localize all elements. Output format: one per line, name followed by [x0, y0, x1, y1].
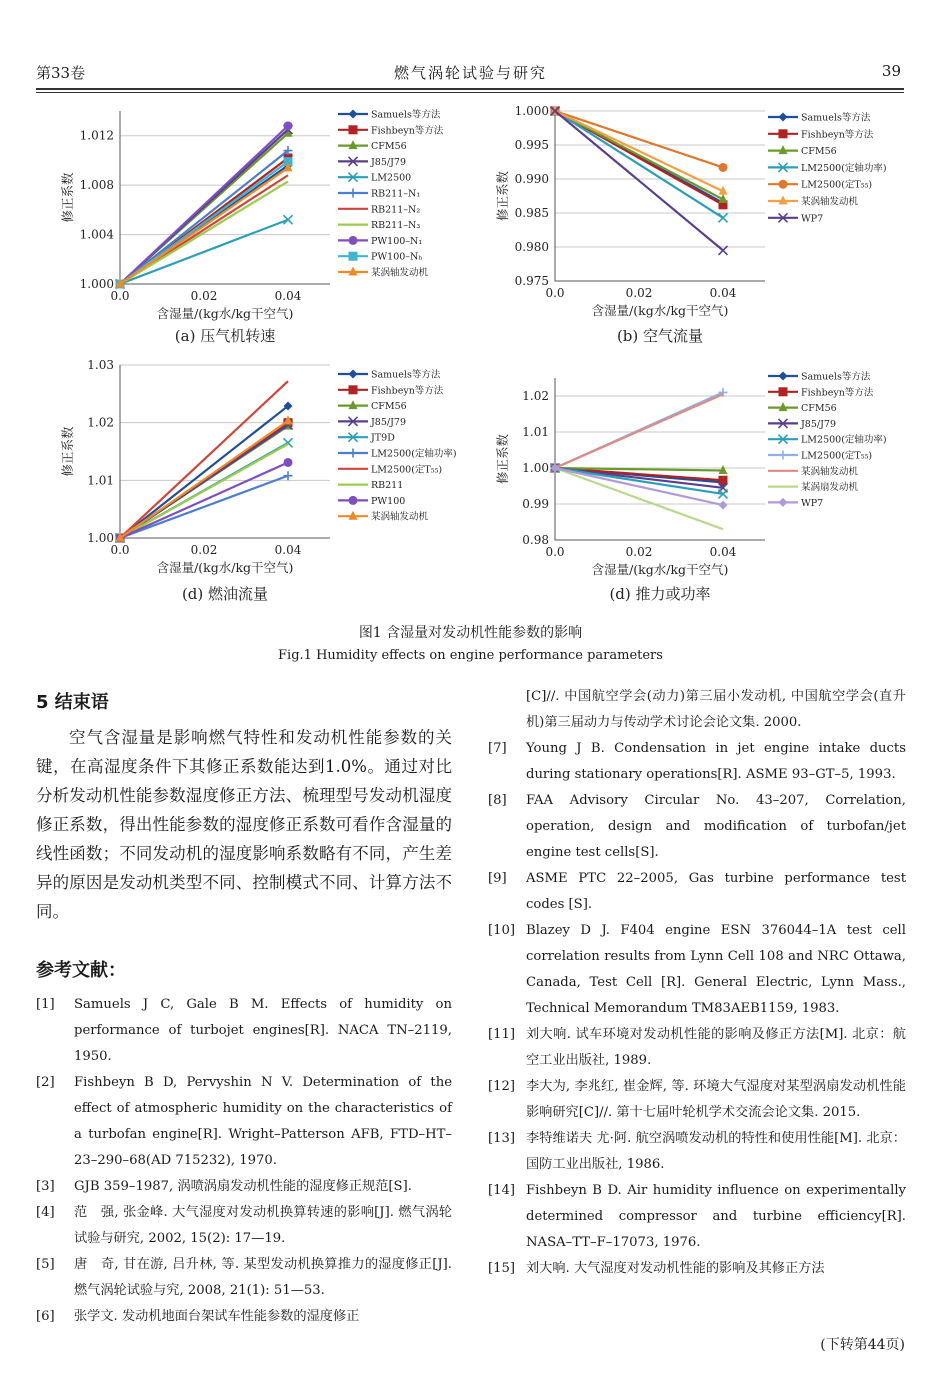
data-point-marker [779, 113, 788, 122]
data-point-marker [779, 129, 788, 138]
series-group [120, 181, 288, 284]
y-tick-label: 1.012 [79, 128, 114, 143]
data-point-marker [349, 385, 358, 394]
legend-label: WP7 [801, 213, 824, 225]
data-point-marker [719, 163, 728, 172]
reference-item [488, 1074, 906, 1126]
series-group [551, 107, 728, 223]
reference-number: [11] [488, 1027, 516, 1042]
journal-volume: 第33卷 [36, 64, 86, 82]
legend-entry [768, 196, 859, 208]
reference-text: 李大为, 李兆红, 崔金辉, 等. 环境大气湿度对某型涡扇发动机性能影响研究[C]//. 第十七届叶轮机学术交流会论文集. 2015. [526, 1079, 906, 1120]
legend-label: J85/J79 [371, 156, 406, 168]
legend-label: LM2500(定轴功率) [371, 448, 457, 460]
reference-item [36, 1200, 452, 1252]
legend-entry [768, 128, 874, 140]
legend-entry [768, 419, 836, 430]
reference-number: [6] [36, 1309, 55, 1324]
data-point-marker [349, 496, 358, 505]
continued-note: (下转第44页) [820, 1337, 905, 1353]
legend-label: Samuels等方法 [801, 112, 871, 124]
x-axis-label: 含湿量/(kg水/kg干空气) [156, 306, 294, 321]
series-line [120, 181, 288, 284]
x-tick-label: 0.0 [110, 543, 130, 557]
section-title: 5 结束语 [36, 692, 109, 713]
series-line [120, 476, 288, 538]
legend-entry [768, 481, 859, 493]
legend-entry [338, 463, 442, 475]
x-tick-label: 0.0 [545, 545, 565, 559]
data-point-marker [779, 498, 788, 507]
reference-text: Fishbeyn B D, Pervyshin N V. Determination of the effect of atmospheric humidity on the characteristics of a turbofan engine[R]. Wright–Patterson AFB, FTD–HT–23–290–68(AD 715232), 1970. [74, 1075, 452, 1168]
x-tick-label: 0.04 [709, 545, 737, 559]
reference-item [488, 788, 906, 866]
y-tick-label: 1.00 [522, 461, 549, 475]
legend-label: Fishbeyn等方法 [371, 385, 444, 397]
legend-label: LM2500 [371, 172, 412, 184]
legend-entry [768, 386, 874, 398]
reference-number: [14] [488, 1183, 516, 1198]
legend-label: Fishbeyn等方法 [801, 387, 874, 399]
x-tick-label: 0.02 [190, 289, 218, 303]
data-point-marker [719, 476, 728, 485]
series-group [551, 107, 728, 172]
legend-entry [768, 213, 823, 224]
journal-title: 燃气涡轮试验与研究 [393, 64, 547, 82]
y-tick-label: 1.008 [79, 178, 114, 193]
legend-entry [338, 480, 403, 491]
subfigure-caption: (b) 空气流量 [616, 327, 704, 345]
chart-compressor-speed [0, 95, 470, 357]
x-axis-label: 含湿量/(kg水/kg干空气) [156, 560, 294, 575]
legend-label: LM2500(定轴功率) [801, 434, 887, 446]
legend-entry [768, 371, 871, 383]
data-point-marker [719, 213, 728, 222]
series-group [120, 381, 288, 538]
reference-item [36, 1174, 452, 1200]
legend-label: LM2500(定T₅₅) [801, 450, 873, 462]
x-tick-label: 0.02 [190, 543, 218, 557]
legend-label: PW100–Nₕ [371, 251, 423, 263]
reference-item [36, 1070, 452, 1174]
legend-label: Fishbeyn等方法 [801, 129, 874, 141]
legend-label: J85/J79 [801, 418, 836, 430]
legend-entry [338, 384, 444, 396]
x-axis-label: 含湿量/(kg水/kg干空气) [591, 303, 729, 318]
legend-entry [768, 498, 823, 509]
references-title: 参考文献： [36, 960, 126, 981]
series-group [116, 121, 293, 288]
legend-entry [338, 204, 420, 215]
series-group [555, 394, 723, 468]
reference-number: [1] [36, 997, 55, 1012]
reference-text: Fishbeyn B D. Air humidity influence on experimentally determined compressor and turbine efficiency[R]. NASA–TT–F–17073, 1976. [526, 1183, 906, 1250]
x-tick-label: 0.02 [625, 545, 653, 559]
header-rule [36, 88, 904, 90]
x-tick-label: 0.0 [545, 286, 565, 300]
data-point-marker [719, 501, 728, 510]
y-tick-label: 1.03 [87, 358, 114, 372]
legend-label: JT9D [371, 432, 395, 444]
y-tick-label: 1.01 [522, 425, 549, 439]
legend-label: 某涡轴发动机 [371, 511, 429, 523]
legend-label: WP7 [801, 497, 824, 509]
legend-entry [338, 236, 422, 247]
reference-item [36, 992, 452, 1070]
y-tick-label: 1.02 [522, 389, 549, 403]
legend-label: PW100 [371, 495, 406, 507]
legend-label: 某涡轴发动机 [801, 466, 859, 478]
series-line [120, 462, 288, 538]
reference-text: ASME PTC 22–2005, Gas turbine performance test codes [S]. [526, 871, 906, 912]
reference-number: [9] [488, 871, 507, 886]
series-line [120, 151, 288, 284]
reference-number: [13] [488, 1131, 516, 1146]
legend-entry [338, 369, 441, 381]
legend-label: J85/J79 [371, 416, 406, 428]
legend-entry [768, 162, 887, 174]
legend-label: RB211–N₃ [371, 220, 421, 232]
legend-label: Fishbeyn等方法 [371, 125, 444, 137]
series-group [116, 420, 293, 542]
legend-label: Samuels等方法 [371, 369, 441, 381]
data-point-marker [349, 252, 358, 261]
legend-entry [768, 450, 872, 462]
series-line [555, 394, 723, 468]
legend-entry [338, 267, 429, 279]
y-tick-label: 1.00 [87, 531, 114, 545]
reference-number: [2] [36, 1075, 55, 1090]
page-number: 39 [881, 62, 901, 80]
reference-number: [7] [488, 741, 507, 756]
legend-entry [768, 145, 837, 157]
legend-label: CFM56 [371, 141, 407, 153]
reference-text: Young J B. Condensation in jet engine intake ducts during stationary operations[R]. ASME 93–GT–5, 1993. [526, 741, 906, 782]
series-line [120, 381, 288, 538]
reference-item [488, 1256, 906, 1282]
data-point-marker [284, 215, 293, 224]
reference-item [488, 1022, 906, 1074]
reference-text: FAA Advisory Circular No. 43–207, Correlation, operation, design and modification of turbofan/jet engine test cells[S]. [526, 793, 906, 860]
legend-entry [768, 402, 837, 414]
legend-label: RB211–N₂ [371, 204, 421, 216]
series-line [555, 111, 723, 250]
reference-text: 张学文. 发动机地面台架试车性能参数的湿度修正 [74, 1309, 360, 1324]
y-tick-label: 1.004 [79, 227, 114, 242]
series-line [120, 406, 288, 538]
chart-thrust-power [470, 356, 941, 612]
data-point-marker [349, 236, 358, 245]
legend-label: 某涡轴发动机 [801, 196, 859, 208]
legend-entry [338, 109, 441, 121]
figure-caption-cn: 图1 含湿量对发动机性能参数的影响 [358, 625, 583, 641]
legend-label: CFM56 [371, 401, 407, 413]
y-tick-label: 0.995 [514, 138, 549, 152]
legend-entry [338, 252, 422, 263]
data-point-marker [349, 110, 358, 119]
legend-entry [338, 400, 407, 412]
legend-entry [338, 220, 420, 231]
reference-text: 刘大响. 大气湿度对发动机性能的影响及其修正方法 [526, 1261, 825, 1276]
legend-label: LM2500(定T₅₅) [371, 464, 443, 476]
legend-entry [768, 434, 887, 446]
legend-entry [338, 417, 406, 428]
y-tick-label: 0.985 [514, 206, 549, 220]
legend-entry [338, 124, 444, 136]
reference-text: GJB 359–1987, 涡喷涡扇发动机性能的湿度修正规范[S]. [74, 1179, 412, 1194]
data-point-marker [349, 449, 358, 458]
subfigure-caption: (d) 推力或功率 [609, 585, 711, 603]
legend-entry [338, 157, 406, 168]
reference-item [488, 736, 906, 788]
legend-label: LM2500(定轴功率) [801, 162, 887, 174]
legend-entry [768, 179, 872, 191]
reference-number: [10] [488, 923, 516, 938]
legend-label: Samuels等方法 [801, 371, 871, 383]
data-point-marker [284, 458, 293, 467]
legend-label: 某涡扇发动机 [801, 482, 859, 494]
legend-label: 某涡轴发动机 [371, 267, 429, 279]
x-tick-label: 0.04 [274, 289, 302, 303]
reference-6-continued: [C]//. 中国航空学会(动力)第三届小发动机, 中国航空学会(直升机)第三届动力与传动学术讨论会论文集. 2000. [526, 689, 906, 730]
series-line [120, 126, 288, 284]
reference-number: [3] [36, 1179, 55, 1194]
reference-text: 唐 奇, 甘在游, 吕升林, 等. 某型发动机换算推力的湿度修正[J]. 燃气涡轮试验与究, 2008, 21(1): 51—53. [74, 1257, 452, 1298]
x-axis-label: 含湿量/(kg水/kg干空气) [591, 562, 729, 577]
y-tick-label: 1.01 [87, 473, 114, 488]
legend-entry [338, 448, 457, 460]
y-axis-label: 修正系数 [495, 433, 510, 485]
legend-label: CFM56 [801, 403, 837, 415]
data-point-marker [284, 121, 293, 130]
subfigure-caption: (d) 燃油流量 [181, 585, 269, 603]
x-tick-label: 0.04 [274, 543, 302, 557]
data-point-marker [779, 451, 788, 460]
subfigure-caption: (a) 压气机转速 [174, 327, 276, 345]
y-axis-label: 修正系数 [495, 170, 510, 222]
y-tick-label: 0.98 [522, 533, 549, 547]
x-tick-label: 0.0 [110, 289, 130, 303]
data-point-marker [284, 471, 293, 480]
data-point-marker [349, 370, 358, 379]
legend-label: RB211 [371, 480, 404, 492]
reference-text: 李特维诺夫 尤·阿. 航空涡喷发动机的特性和使用性能[M]. 北京：国防工业出版社, 1986. [526, 1131, 906, 1172]
reference-number: [15] [488, 1261, 516, 1276]
legend-entry [338, 433, 395, 444]
y-tick-label: 0.990 [514, 172, 549, 186]
y-tick-label: 1.02 [87, 415, 114, 430]
chart-fuel-flow [0, 356, 470, 612]
legend-entry [338, 189, 420, 200]
reference-item [488, 866, 906, 918]
y-axis-label: 修正系数 [60, 426, 75, 477]
reference-text: Samuels J C, Gale B M. Effects of humidity on performance of turbojet engines[R]. NACA TN–2119, 1950. [74, 997, 452, 1064]
data-point-marker [779, 180, 788, 189]
legend-entry [338, 140, 407, 152]
reference-number: [8] [488, 793, 507, 808]
x-tick-label: 0.02 [625, 286, 653, 300]
data-point-marker [349, 125, 358, 134]
y-tick-label: 0.980 [514, 240, 549, 254]
series-line [555, 111, 723, 199]
legend-label: LM2500(定T₅₅) [801, 179, 873, 191]
series-line [120, 421, 288, 538]
series-line [555, 111, 723, 218]
figure-caption-en: Fig.1 Humidity effects on engine performance parameters [278, 648, 663, 663]
chart-air-flow [470, 95, 941, 357]
series-group [116, 415, 293, 541]
reference-item [488, 1126, 906, 1178]
y-axis-label: 修正系数 [60, 172, 75, 223]
legend-label: PW100–N₁ [371, 235, 423, 247]
y-tick-label: 1.000 [79, 277, 114, 291]
y-tick-label: 0.975 [514, 274, 549, 288]
conclusion-paragraph: 空气含湿量是影响燃气特性和发动机性能参数的关键，在高湿度条件下其修正系数能达到1.0%。通过对比分析发动机性能参数湿度修正方法、梳理型号发动机湿度修正系数，得出性能参数的湿度修正系数可看作含湿量的线性函数；不同发动机的湿度影响系数略有不同，产生差异的原因是发动机类型不同、控制模式不同、计算方法不同。 [36, 728, 452, 921]
x-tick-label: 0.04 [709, 286, 737, 300]
legend-label: RB211–N₁ [371, 188, 421, 200]
y-tick-label: 1.000 [514, 104, 549, 118]
reference-item [488, 918, 906, 1022]
header-rule-thin [36, 92, 904, 93]
data-point-marker [349, 189, 358, 198]
reference-item [488, 1178, 906, 1256]
reference-item [36, 1304, 452, 1330]
reference-number: [12] [488, 1079, 516, 1094]
references-right-column [488, 684, 906, 1282]
y-tick-label: 0.99 [522, 497, 549, 511]
reference-text: Blazey D J. F404 engine ESN 376044–1A test cell correlation results from Lynn Cell 108 and NRC Ottawa, Canada, Test Cell [R]. General Electric, Lynn Mass., Technical Memorandum TM83AEB1159, 1983. [526, 923, 906, 1016]
data-point-marker [779, 387, 788, 396]
references-left-column [36, 992, 452, 1330]
reference-text: 刘大响. 试车环境对发动机性能的影响及修正方法[M]. 北京：航空工业出版社, 1989. [526, 1027, 906, 1068]
legend-entry [768, 112, 871, 124]
legend-label: Samuels等方法 [371, 109, 441, 121]
legend-entry [338, 496, 405, 507]
series-group [551, 106, 728, 203]
reference-item [36, 1252, 452, 1304]
axes [555, 378, 765, 540]
legend-entry [338, 511, 429, 523]
data-point-marker [779, 372, 788, 381]
legend-label: CFM56 [801, 146, 837, 158]
reference-number: [4] [36, 1205, 55, 1220]
legend-entry [768, 465, 859, 477]
reference-text: 范 强, 张金峰. 大气湿度对发动机换算转速的影响[J]. 燃气涡轮试验与研究, 2002, 15(2): 17—19. [74, 1205, 452, 1246]
legend-entry [338, 173, 411, 184]
reference-number: [5] [36, 1257, 55, 1272]
